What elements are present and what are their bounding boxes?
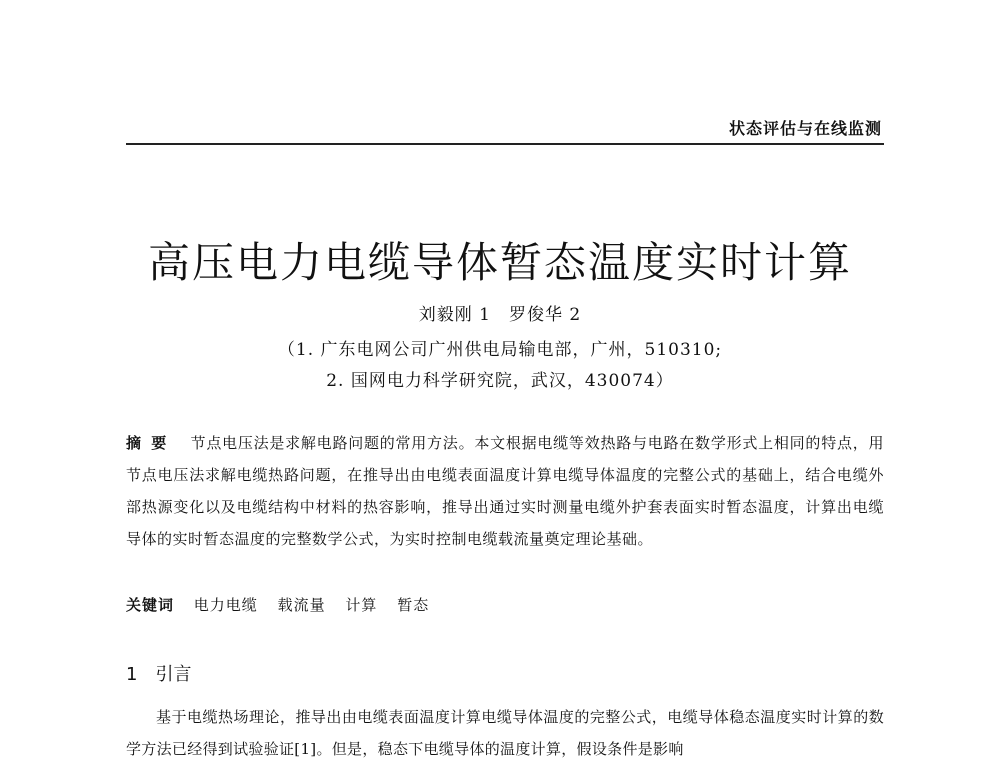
keywords-label: 关键词 bbox=[126, 596, 175, 614]
affiliation-2: 2. 国网电力科学研究院，武汉，430074） bbox=[326, 371, 674, 391]
keyword-item: 电力电缆 bbox=[193, 596, 258, 614]
paper-title: 高压电力电缆导体暂态温度实时计算 bbox=[147, 238, 852, 287]
section-body-text: 基于电缆热场理论，推导出由电缆表面温度计算电缆导体温度的完整公式，电缆导体稳态温度实时计算的数学方法已经得到试验验证[1]。但是，稳态下电缆导体的温度计算，假设条件是影响 bbox=[126, 708, 884, 758]
keywords bbox=[126, 594, 443, 615]
section-title: 引言 bbox=[155, 664, 192, 685]
keyword-item: 暂态 bbox=[397, 596, 430, 614]
abstract-text: 节点电压法是求解电路问题的常用方法。本文根据电缆等效热路与电路在数学形式上相同的特点，用节点电压法求解电缆热路问题，在推导出由电缆表面温度计算电缆导体温度的完整公式的基础上，结合电缆外部热源变化以及电缆结构中材料的热容影响，推导出通过实时测量电缆外护套表面实时暂态温度，计算出电缆导体的实时暂态温度的完整数学公式，为实时控制电缆载流量奠定理论基础。 bbox=[126, 434, 884, 548]
section-heading bbox=[126, 660, 191, 686]
keyword-item: 载流量 bbox=[277, 596, 326, 614]
running-header: 状态评估与在线监测 bbox=[728, 119, 882, 138]
keyword-item: 计算 bbox=[345, 596, 378, 614]
abstract bbox=[126, 427, 884, 555]
header-rule bbox=[126, 143, 884, 145]
affiliation-1: （1. 广东电网公司广州供电局输电部，广州，510310; bbox=[277, 340, 723, 360]
section-number: 1 bbox=[126, 664, 138, 685]
abstract-label: 摘要 bbox=[126, 434, 177, 452]
paper-authors: 刘毅刚 1 罗俊华 2 bbox=[418, 305, 582, 325]
